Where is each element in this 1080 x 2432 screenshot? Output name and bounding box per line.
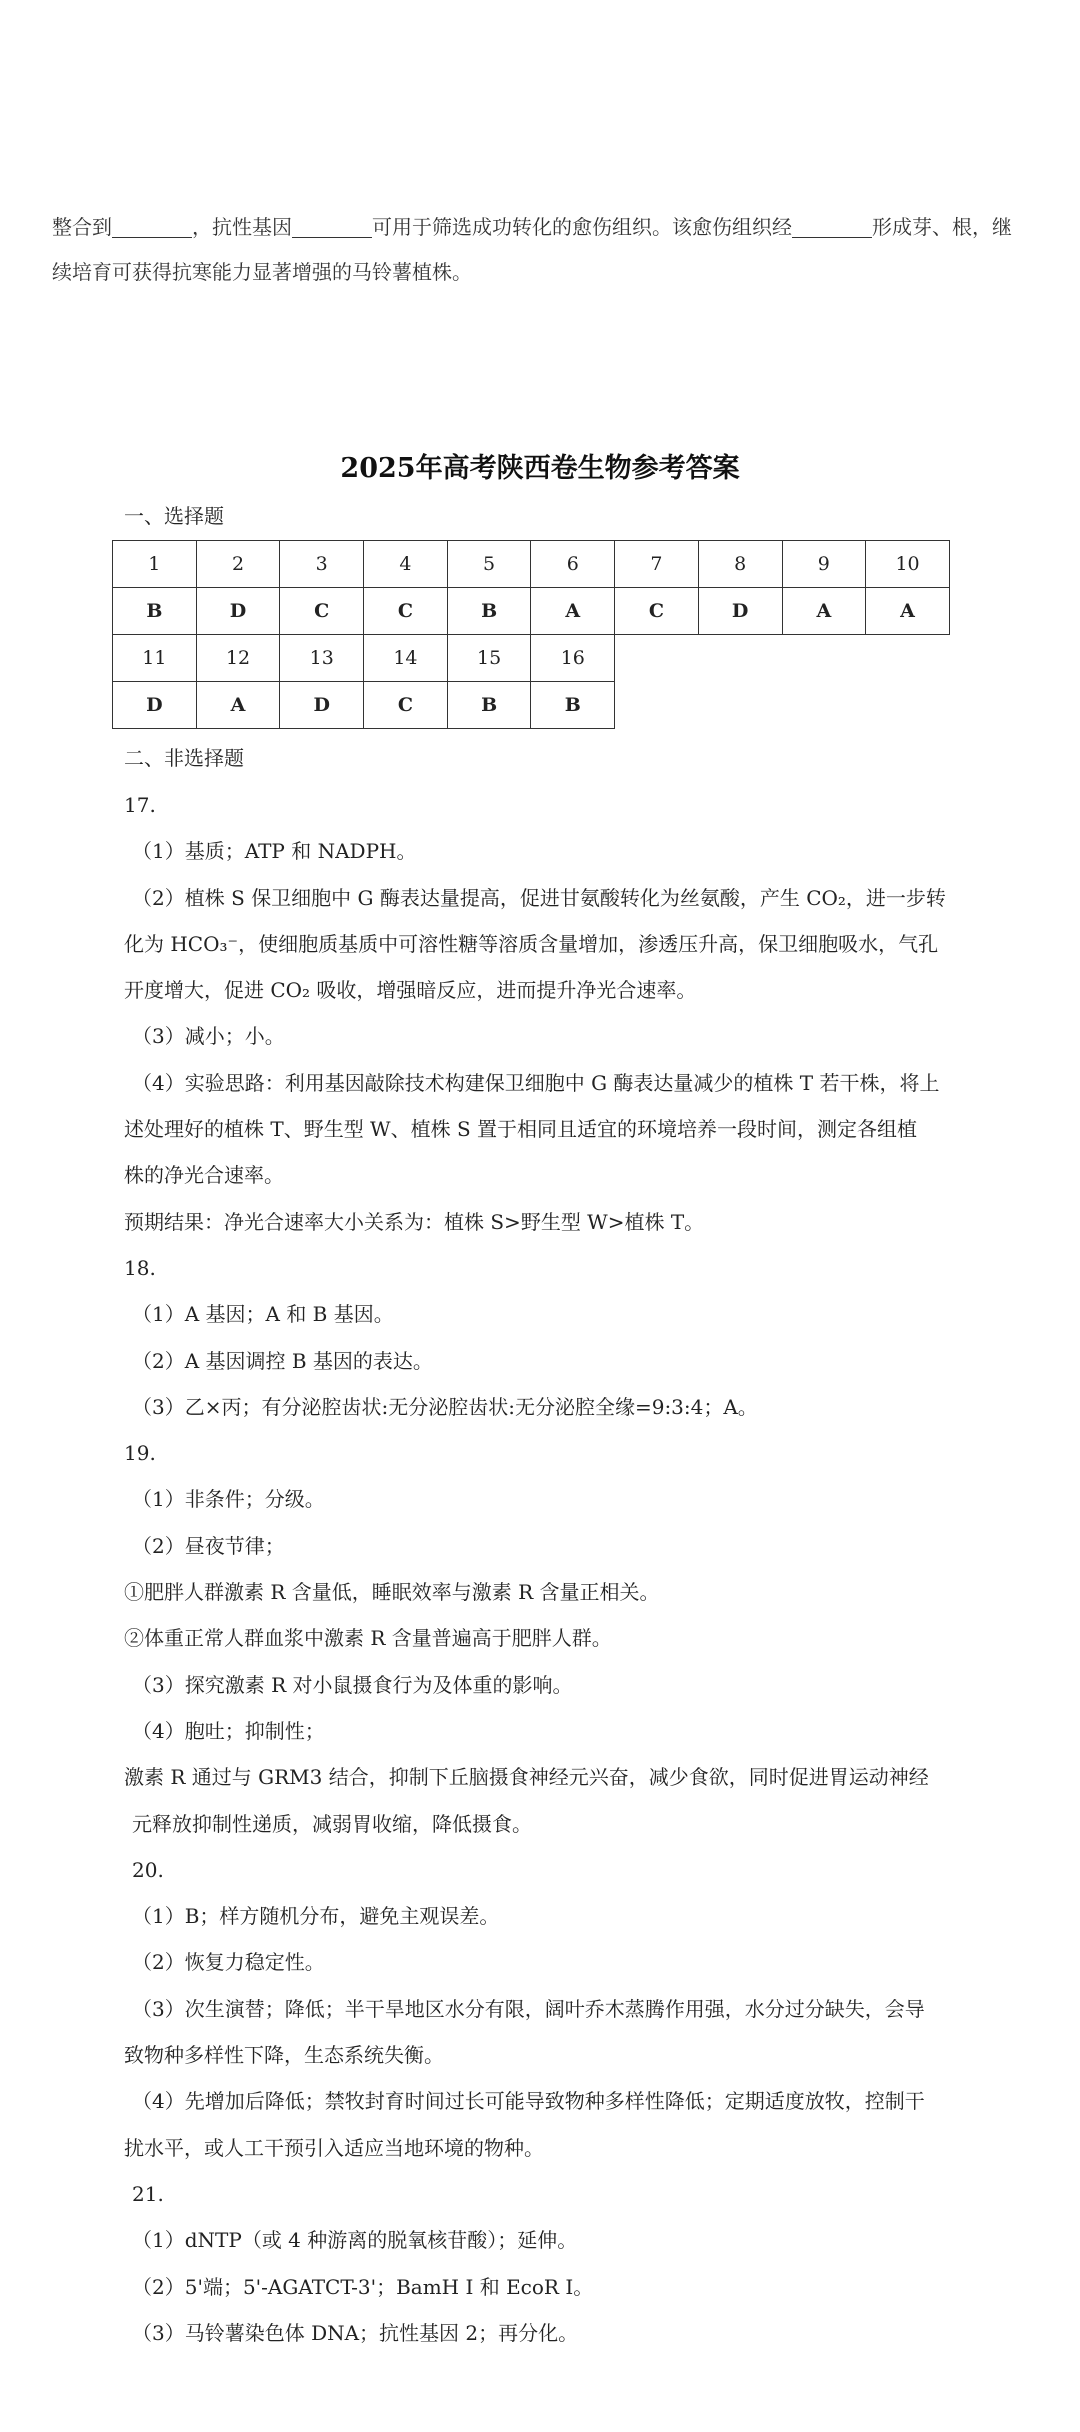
answer-cell: A bbox=[531, 588, 615, 635]
answer-cell: A bbox=[866, 588, 950, 635]
answer-line: 激素 R 通过与 GRM3 结合，抑制下丘脑摄食神经元兴奋，减少食欲，同时促进胃运动神经 bbox=[124, 1765, 929, 1790]
answer-line: （1）非条件；分级。 bbox=[132, 1487, 325, 1512]
answer-cell: B bbox=[447, 588, 531, 635]
answer-cell: C bbox=[364, 682, 448, 729]
answer-cell: C bbox=[364, 588, 448, 635]
answer-cell: D bbox=[113, 682, 197, 729]
answer-lines bbox=[124, 782, 954, 2356]
intro-text-4: 形成芽、根，继 bbox=[872, 215, 1012, 239]
answer-line: （3）探究激素 R 对小鼠摄食行为及体重的影响。 bbox=[132, 1672, 573, 1697]
answer-line: ①肥胖人群激素 R 含量低，睡眠效率与激素 R 含量正相关。 bbox=[124, 1580, 660, 1605]
question-number: 8 bbox=[698, 541, 782, 588]
question-number-heading: 19. bbox=[124, 1441, 156, 1466]
intro-text-3: 可用于筛选成功转化的愈伤组织。该愈伤组织经 bbox=[372, 215, 792, 239]
section-heading-nonchoice: 二、非选择题 bbox=[124, 746, 244, 770]
question-number: 12 bbox=[196, 635, 280, 682]
answer-cell: D bbox=[196, 588, 280, 635]
answer-cell: B bbox=[531, 682, 615, 729]
answer-cell: B bbox=[447, 682, 531, 729]
answer-line: （1）基质；ATP 和 NADPH。 bbox=[132, 839, 417, 864]
answer-cell: A bbox=[782, 588, 866, 635]
question-number-heading: 17. bbox=[124, 793, 156, 817]
answer-line: 株的净光合速率。 bbox=[124, 1163, 284, 1188]
question-number: 14 bbox=[364, 635, 448, 682]
answer-cell: C bbox=[615, 588, 699, 635]
question-number-heading: 20. bbox=[132, 1857, 164, 1882]
answer-line: （2）A 基因调控 B 基因的表达。 bbox=[132, 1348, 433, 1373]
intro-paragraph bbox=[52, 205, 1042, 295]
intro-text-2: ，抗性基因 bbox=[192, 215, 292, 239]
answer-line: （4）胞吐；抑制性； bbox=[132, 1718, 325, 1743]
answer-line: （3）减小；小。 bbox=[132, 1024, 285, 1049]
question-number: 5 bbox=[447, 541, 531, 588]
question-number: 16 bbox=[531, 635, 615, 682]
table-row bbox=[113, 635, 950, 682]
fill-blank bbox=[112, 217, 192, 238]
question-number: 10 bbox=[866, 541, 950, 588]
answer-cell: D bbox=[698, 588, 782, 635]
question-number: 6 bbox=[531, 541, 615, 588]
question-number: 2 bbox=[196, 541, 280, 588]
answer-line: （2）5'端；5'-AGATCT-3'；BamH I 和 EcoR I。 bbox=[132, 2274, 594, 2299]
fill-blank bbox=[292, 217, 372, 238]
answer-line: 预期结果：净光合速率大小关系为：植株 S>野生型 W>植株 T。 bbox=[124, 1209, 705, 1234]
answer-line: （4）实验思路：利用基因敲除技术构建保卫细胞中 G 酶表达量减少的植株 T 若干株，将上 bbox=[132, 1070, 940, 1095]
question-number: 4 bbox=[364, 541, 448, 588]
fill-blank bbox=[792, 217, 872, 238]
answer-line: 开度增大，促进 CO₂ 吸收，增强暗反应，进而提升净光合速率。 bbox=[124, 978, 697, 1003]
table-row bbox=[113, 682, 950, 729]
question-number: 3 bbox=[280, 541, 364, 588]
answer-table bbox=[112, 540, 950, 729]
answer-line: （2）植株 S 保卫细胞中 G 酶表达量提高，促进甘氨酸转化为丝氨酸，产生 CO₂，进一步转 bbox=[132, 885, 946, 910]
answer-line: （2）昼夜节律； bbox=[132, 1533, 285, 1558]
answer-line: 化为 HCO₃⁻，使细胞质基质中可溶性糖等溶质含量增加，渗透压升高，保卫细胞吸水，气孔 bbox=[124, 931, 939, 956]
answer-cell: C bbox=[280, 588, 364, 635]
empty-cell bbox=[615, 682, 950, 729]
answer-cell: B bbox=[113, 588, 197, 635]
answer-cell: A bbox=[196, 682, 280, 729]
question-number: 13 bbox=[280, 635, 364, 682]
answer-line: 述处理好的植株 T、野生型 W、植株 S 置于相同且适宜的环境培养一段时间，测定各组植 bbox=[124, 1117, 918, 1142]
intro-text-1: 整合到 bbox=[52, 215, 112, 239]
question-number: 11 bbox=[113, 635, 197, 682]
answer-line: （4）先增加后降低；禁牧封育时间过长可能导致物种多样性降低；定期适度放牧，控制干 bbox=[132, 2089, 925, 2114]
answer-line: （3）马铃薯染色体 DNA；抗性基因 2；再分化。 bbox=[132, 2320, 579, 2345]
answer-line: 元释放抑制性递质，减弱胃收缩，降低摄食。 bbox=[132, 1811, 532, 1836]
answer-line: （3）乙×丙；有分泌腔齿状:无分泌腔齿状:无分泌腔全缘=9:3:4；A。 bbox=[132, 1394, 758, 1419]
question-number: 7 bbox=[615, 541, 699, 588]
answer-line: ②体重正常人群血浆中激素 R 含量普遍高于肥胖人群。 bbox=[124, 1626, 612, 1651]
answer-line: （1）B；样方随机分布，避免主观误差。 bbox=[132, 1904, 500, 1929]
answer-line: （2）恢复力稳定性。 bbox=[132, 1950, 325, 1975]
question-number: 15 bbox=[447, 635, 531, 682]
answer-cell: D bbox=[280, 682, 364, 729]
answer-line: 扰水平，或人工干预引入适应当地环境的物种。 bbox=[124, 2135, 544, 2160]
section-heading-choice: 一、选择题 bbox=[124, 504, 224, 528]
question-number-heading: 21. bbox=[132, 2181, 164, 2206]
page-title: 2025年高考陕西卷生物参考答案 bbox=[340, 453, 740, 484]
empty-cell bbox=[615, 635, 950, 682]
question-number: 9 bbox=[782, 541, 866, 588]
answer-line: 致物种多样性下降，生态系统失衡。 bbox=[124, 2043, 444, 2068]
intro-text-5: 续培育可获得抗寒能力显著增强的马铃薯植株。 bbox=[52, 260, 472, 284]
answer-line: （1）dNTP（或 4 种游离的脱氧核苷酸）；延伸。 bbox=[132, 2228, 578, 2253]
table-row bbox=[113, 588, 950, 635]
answer-line: （3）次生演替；降低；半干旱地区水分有限，阔叶乔木蒸腾作用强，水分过分缺失，会导 bbox=[132, 1996, 925, 2021]
answer-line: （1）A 基因；A 和 B 基因。 bbox=[132, 1302, 394, 1327]
table-row bbox=[113, 541, 950, 588]
question-number-heading: 18. bbox=[124, 1255, 156, 1280]
question-number: 1 bbox=[113, 541, 197, 588]
